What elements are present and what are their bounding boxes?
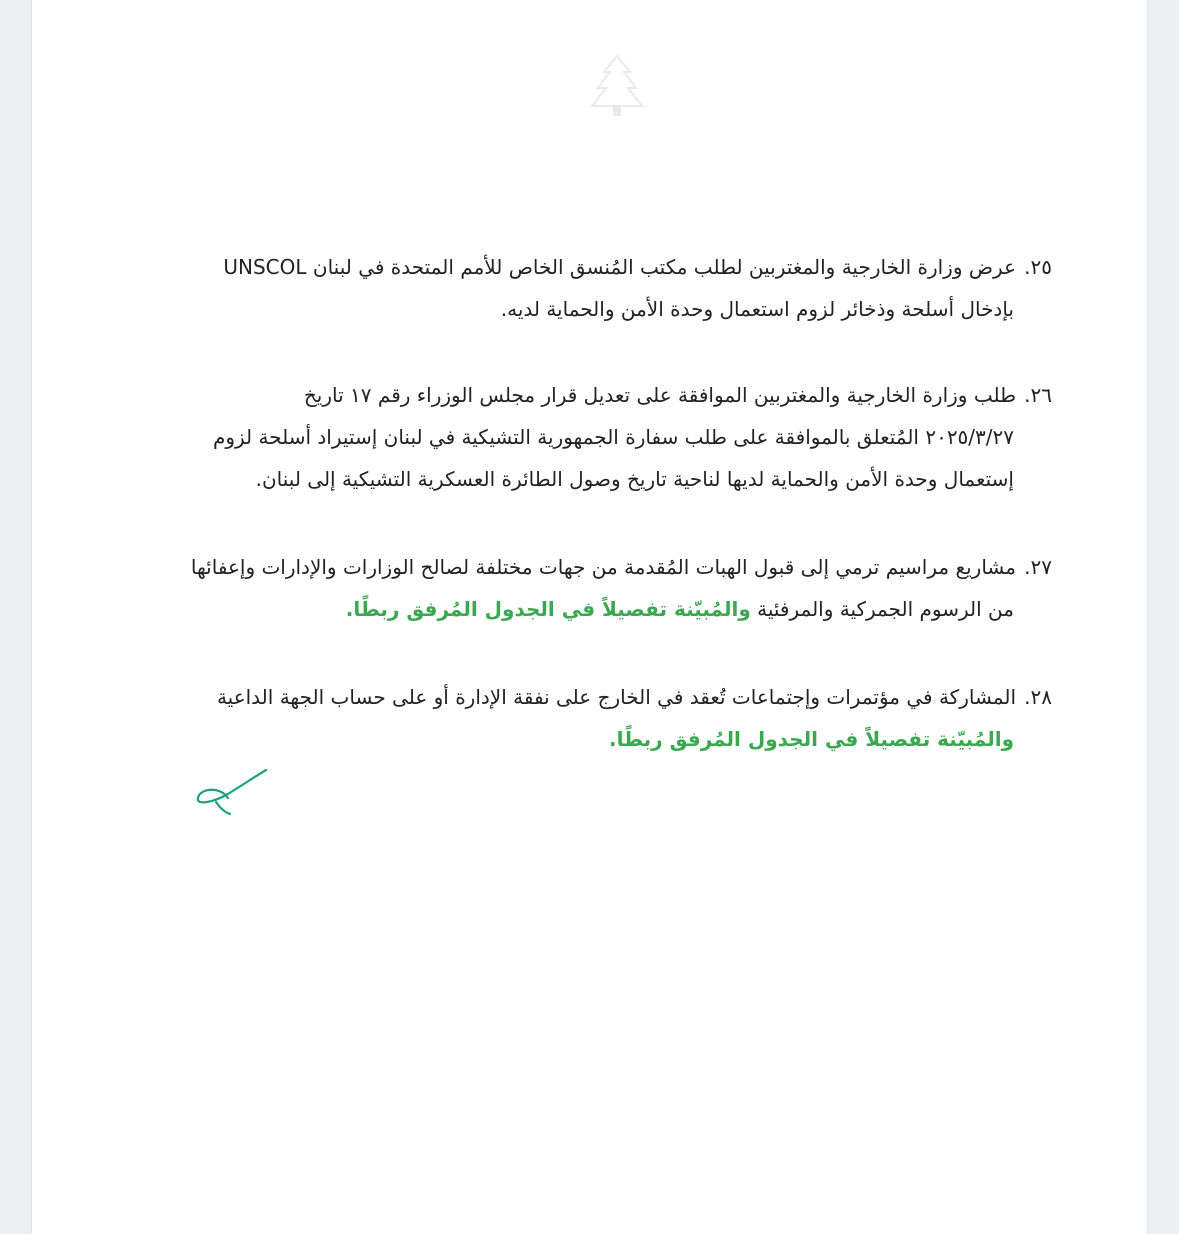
item-text-line: إستعمال وحدة الأمن والحماية لديها لناحية تاريخ وصول الطائرة العسكرية التشيكية إلى لبنان. xyxy=(255,467,1014,491)
item-number: ٢٥. xyxy=(1024,255,1052,279)
item-text-line: مشاريع مراسيم ترمي إلى قبول الهبات المُقدمة من جهات مختلفة لصالح الوزارات والإدارات وإعفائها xyxy=(190,555,1016,579)
handwritten-signature xyxy=(192,764,272,820)
left-margin-strip xyxy=(0,0,32,1234)
item-number: ٢٨. xyxy=(1024,685,1052,709)
document-page xyxy=(32,0,1147,1234)
item-text-line: المشاركة في مؤتمرات وإجتماعات تُعقد في الخارج على نفقة الإدارة أو على حساب الجهة الداعية xyxy=(216,685,1016,709)
highlighted-reference-text: والمُبيّنة تفصيلاً في الجدول المُرفق ربطًا. xyxy=(345,597,751,621)
right-margin-strip xyxy=(1147,0,1179,1234)
item-number: ٢٦. xyxy=(1024,383,1052,407)
item-text-line: بإدخال أسلحة وذخائر لزوم استعمال وحدة الأمن والحماية لديه. xyxy=(500,297,1014,321)
list-item xyxy=(175,374,1052,500)
watermark-emblem xyxy=(572,52,662,120)
list-item xyxy=(175,546,1052,630)
list-item xyxy=(175,676,1052,760)
item-text-line: طلب وزارة الخارجية والمغتربين الموافقة على تعديل قرار مجلس الوزراء رقم ١٧ تاريخ xyxy=(303,383,1016,407)
item-text-line: من الرسوم الجمركية والمرفئية xyxy=(750,597,1014,621)
highlighted-reference-text: والمُبيّنة تفصيلاً في الجدول المُرفق ربطًا. xyxy=(609,727,1014,751)
item-text-line: عرض وزارة الخارجية والمغتربين لطلب مكتب المُنسق الخاص للأمم المتحدة في لبنان UNSCOL xyxy=(223,255,1016,279)
item-text-line: ٢٠٢٥/٣/٢٧ المُتعلق بالموافقة على طلب سفارة الجمهورية التشيكية في لبنان إستيراد أسلحة لزوم xyxy=(212,425,1014,449)
item-number: ٢٧. xyxy=(1024,555,1052,579)
list-item xyxy=(175,246,1052,330)
